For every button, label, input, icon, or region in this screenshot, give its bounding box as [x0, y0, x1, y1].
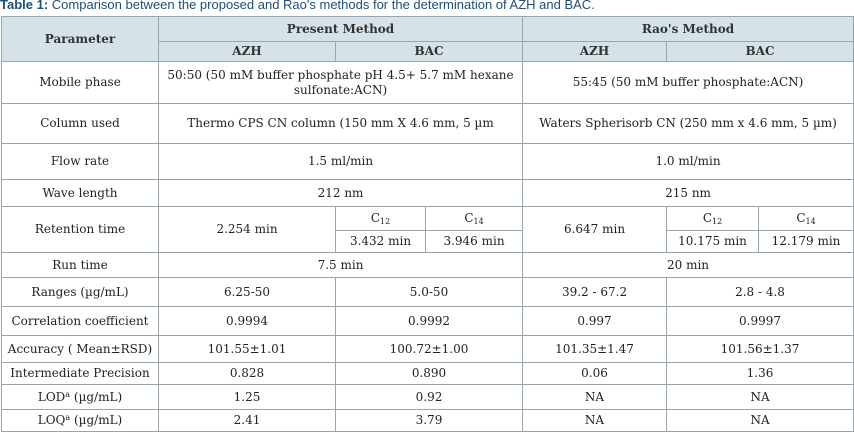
cell-rao-c14: 12.179 min — [759, 231, 854, 253]
cell-rao-azh: 6.647 min — [523, 207, 667, 253]
cell-rao-bac: NA — [667, 385, 854, 410]
comparison-table — [1, 16, 854, 432]
row-label: Flow rate — [2, 144, 159, 180]
cell-rao-c12: 10.175 min — [667, 231, 759, 253]
cell-rao: 1.0 ml/min — [523, 144, 854, 180]
cell-present-azh: 0.828 — [159, 363, 336, 385]
cell-present-c14: 3.946 min — [426, 231, 523, 253]
table-caption — [0, 0, 854, 13]
cell-rao-c12-label: $C_{12}$ — [667, 207, 759, 231]
cell-rao-bac: 2.8 - 4.8 — [667, 278, 854, 307]
table-row — [2, 410, 854, 432]
header-parameter: Parameter — [2, 17, 159, 62]
row-label: Correlation coefficient — [2, 307, 159, 336]
cell-rao: 55:45 (50 mM buffer phosphate:ACN) — [523, 62, 854, 104]
row-label: Ranges (µg/mL) — [2, 278, 159, 307]
cell-rao-bac: NA — [667, 410, 854, 432]
table-row — [2, 278, 854, 307]
header-present-bac: BAC — [336, 42, 523, 62]
row-label: Intermediate Precision — [2, 363, 159, 385]
row-label: Accuracy ( Mean±RSD) — [2, 336, 159, 363]
cell-present: 50:50 (50 mM buffer phosphate pH 4.5+ 5.7 mM hexane sulfonate:ACN) — [159, 62, 523, 104]
header-present-method: Present Method — [159, 17, 523, 42]
cell-rao-azh: 101.35±1.47 — [523, 336, 667, 363]
header-rao-bac: BAC — [667, 42, 854, 62]
header-present-azh: AZH — [159, 42, 336, 62]
cell-present-azh: 6.25-50 — [159, 278, 336, 307]
table-row — [2, 180, 854, 207]
table-row — [2, 385, 854, 410]
cell-rao-azh: NA — [523, 385, 667, 410]
table-row — [2, 207, 854, 231]
cell-present-bac: 0.92 — [336, 385, 523, 410]
cell-rao-azh: 39.2 - 67.2 — [523, 278, 667, 307]
cell-rao-bac: 0.9997 — [667, 307, 854, 336]
cell-present-bac: 0.890 — [336, 363, 523, 385]
cell-rao: 20 min — [523, 253, 854, 278]
cell-rao-azh: NA — [523, 410, 667, 432]
cell-present-azh: 101.55±1.01 — [159, 336, 336, 363]
cell-present: 1.5 ml/min — [159, 144, 523, 180]
cell-present-c14-label: $C_{14}$ — [426, 207, 523, 231]
header-rao-azh: AZH — [523, 42, 667, 62]
cell-rao: 215 nm — [523, 180, 854, 207]
table-row — [2, 62, 854, 104]
cell-present-bac: 0.9992 — [336, 307, 523, 336]
table-row — [2, 336, 854, 363]
cell-rao-bac: 101.56±1.37 — [667, 336, 854, 363]
caption-label: Table 1: — [0, 0, 49, 12]
cell-present: 7.5 min — [159, 253, 523, 278]
row-label: Run time — [2, 253, 159, 278]
cell-present: Thermo CPS CN column (150 mm X 4.6 mm, 5 µm — [159, 104, 523, 144]
cell-present-azh: 2.41 — [159, 410, 336, 432]
cell-present-azh: 0.9994 — [159, 307, 336, 336]
header-row-1 — [2, 17, 854, 42]
cell-present-c12: 3.432 min — [336, 231, 426, 253]
cell-rao-bac: 1.36 — [667, 363, 854, 385]
row-label: LOD$^a$ (µg/mL) — [2, 385, 159, 410]
cell-present-c12-label: $C_{12}$ — [336, 207, 426, 231]
row-label: Column used — [2, 104, 159, 144]
table-row — [2, 363, 854, 385]
table-row — [2, 104, 854, 144]
table-row — [2, 253, 854, 278]
row-label: LOQ$^a$ (µg/mL) — [2, 410, 159, 432]
cell-present: 212 nm — [159, 180, 523, 207]
cell-rao: Waters Spherisorb CN (250 mm x 4.6 mm, 5 µm) — [523, 104, 854, 144]
table-row — [2, 307, 854, 336]
cell-rao-c14-label: $C_{14}$ — [759, 207, 854, 231]
cell-present-bac: 5.0-50 — [336, 278, 523, 307]
caption-text: Comparison between the proposed and Rao's methods for the determination of AZH and BAC. — [48, 0, 595, 12]
cell-rao-azh: 0.06 — [523, 363, 667, 385]
cell-present-bac: 100.72±1.00 — [336, 336, 523, 363]
cell-rao-azh: 0.997 — [523, 307, 667, 336]
row-label: Wave length — [2, 180, 159, 207]
row-label: Retention time — [2, 207, 159, 253]
cell-present-azh: 2.254 min — [159, 207, 336, 253]
table-row — [2, 144, 854, 180]
row-label: Mobile phase — [2, 62, 159, 104]
cell-present-bac: 3.79 — [336, 410, 523, 432]
header-rao-method: Rao's Method — [523, 17, 854, 42]
cell-present-azh: 1.25 — [159, 385, 336, 410]
